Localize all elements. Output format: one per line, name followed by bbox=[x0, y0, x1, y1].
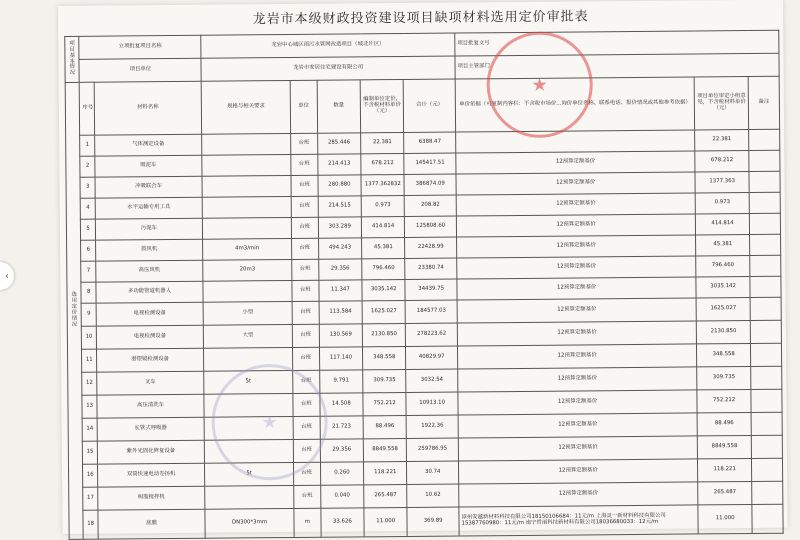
cell-remark bbox=[751, 412, 782, 435]
cell-remark bbox=[749, 192, 780, 213]
cell-approved: 752.212 bbox=[697, 389, 751, 412]
cell-remark bbox=[751, 458, 782, 481]
cell-spec bbox=[202, 154, 291, 176]
cell-no: 7 bbox=[81, 261, 96, 282]
project-unit-value: 龙岩市安居住宅建设有限公司 bbox=[201, 56, 455, 81]
cell-name: 树脂搅拌机 bbox=[98, 486, 206, 510]
cell-price: 88.496 bbox=[363, 415, 407, 438]
cell-approved: 678.212 bbox=[695, 150, 749, 171]
cell-note: 12预算定额基价 bbox=[457, 298, 697, 323]
cell-name: 叉车 bbox=[97, 371, 205, 395]
cell-total: 386874.09 bbox=[404, 174, 456, 195]
cell-remark bbox=[751, 389, 782, 412]
cell-qty: 11.347 bbox=[319, 280, 363, 301]
cell-name: 气体测定设备 bbox=[95, 134, 202, 156]
cell-unit: 台班 bbox=[292, 301, 319, 324]
cell-price: 796.460 bbox=[362, 258, 406, 279]
red-seal-icon: ★ bbox=[486, 31, 593, 138]
project-name-value: 龙岩中心城区雨污水管网改造项目（城北片区） bbox=[201, 33, 455, 58]
cell-unit: 台班 bbox=[293, 439, 320, 462]
cell-note: 12预算定额基价 bbox=[458, 390, 698, 415]
col-spec: 规格与相关要求 bbox=[201, 80, 290, 134]
cell-price: 2130.850 bbox=[362, 323, 406, 346]
cell-unit: 台班 bbox=[292, 324, 319, 347]
cell-approved: 309.735 bbox=[697, 366, 751, 389]
project-unit-label: 项目单位 bbox=[79, 58, 201, 82]
pricing-section-label: 选用定价情况 bbox=[65, 82, 83, 539]
cell-unit: 台班 bbox=[291, 133, 318, 154]
cell-price: 414.814 bbox=[361, 216, 405, 237]
col-approved: 项目单位审定小组意见，不含税材料单价（元） bbox=[694, 76, 748, 129]
cell-approved: 414.814 bbox=[696, 213, 750, 234]
cell-total: 184577.03 bbox=[405, 300, 457, 323]
cell-note: 漳州安越新材料科技有限公司18150106684：11元/m 上海灵一新材料科技有限公司15387760980：11元/m 南宁哲丽科技新材料有限公司18036680033：12元/m bbox=[459, 505, 699, 536]
faded-seal-icon: ★ bbox=[211, 364, 328, 481]
cell-remark bbox=[750, 297, 781, 320]
cell-price: 22.381 bbox=[361, 132, 405, 153]
cell-price: 11.000 bbox=[364, 507, 408, 536]
cell-name: 电视检测设备 bbox=[96, 302, 204, 326]
cell-total: 3032.54 bbox=[406, 369, 458, 392]
cell-remark bbox=[749, 171, 780, 192]
cell-no: 2 bbox=[80, 156, 95, 177]
cell-unit: 台班 bbox=[291, 238, 318, 259]
cell-total: 22428.99 bbox=[405, 237, 457, 258]
cell-unit: 台班 bbox=[293, 393, 320, 416]
cell-note: 12预算定额基价 bbox=[459, 482, 699, 507]
cell-spec bbox=[202, 175, 291, 197]
cell-price: 265.487 bbox=[364, 484, 408, 507]
col-no: 序号 bbox=[80, 82, 95, 135]
cell-qty: 117.140 bbox=[319, 347, 363, 370]
cell-spec: 5t bbox=[205, 462, 294, 486]
cell-no: 12 bbox=[82, 372, 97, 395]
project-info-label: 项目基本情况 bbox=[65, 36, 80, 82]
cell-note: 12预算定额基价 bbox=[456, 172, 696, 195]
cell-name: 高压风机 bbox=[96, 260, 203, 282]
cell-price: 0.973 bbox=[361, 195, 405, 216]
cell-approved: 8849.558 bbox=[698, 435, 752, 458]
cell-total: 278223.62 bbox=[406, 323, 458, 346]
cell-total: 6388.47 bbox=[404, 132, 456, 153]
cell-note: 12预算定额基价 bbox=[458, 436, 698, 461]
table-row bbox=[69, 504, 783, 539]
cell-name: 鼓风机 bbox=[95, 239, 202, 261]
cell-approved: 88.496 bbox=[697, 412, 751, 435]
cell-total: 10.62 bbox=[407, 484, 459, 507]
cell-qty: 9.791 bbox=[319, 370, 363, 393]
cell-approved: 1377.363 bbox=[695, 171, 749, 192]
cell-no: 13 bbox=[82, 395, 97, 418]
cell-qty: 0.260 bbox=[320, 462, 364, 485]
cell-total: 259786.95 bbox=[407, 438, 459, 461]
cell-remark bbox=[750, 276, 781, 297]
col-qty: 数量 bbox=[317, 80, 361, 133]
cell-remark bbox=[750, 255, 781, 276]
cell-remark bbox=[750, 320, 781, 343]
cell-name: 高压清洗车 bbox=[97, 394, 205, 418]
cell-total: 208.82 bbox=[405, 195, 457, 216]
cell-unit: 台班 bbox=[291, 154, 318, 175]
cell-unit: 台班 bbox=[293, 462, 320, 485]
cell-name: 污泥车 bbox=[95, 218, 202, 240]
cell-price: 1625.027 bbox=[362, 300, 406, 323]
cell-name: 多功能管道机器人 bbox=[96, 281, 203, 303]
cell-price: 45.381 bbox=[362, 237, 406, 258]
approval-no-label: 项目批复文号 bbox=[455, 30, 779, 56]
cell-qty: 214.413 bbox=[318, 154, 362, 175]
cell-approved: 796.460 bbox=[696, 255, 750, 276]
cell-qty: 0.040 bbox=[320, 485, 364, 508]
cell-note: 12预算定额基价 bbox=[457, 235, 697, 258]
cell-spec bbox=[203, 280, 292, 302]
cell-note: 12预算定额基价 bbox=[456, 151, 696, 174]
cell-note: 12预算定额基价 bbox=[458, 413, 698, 438]
cell-note: 12预算定额基价 bbox=[457, 277, 697, 300]
cell-total: 145417.51 bbox=[404, 153, 456, 174]
cell-no: 5 bbox=[81, 219, 96, 240]
cell-unit: 台班 bbox=[292, 259, 319, 280]
approval-table bbox=[64, 30, 783, 540]
cell-no: 11 bbox=[82, 349, 97, 372]
cell-remark bbox=[749, 213, 780, 234]
cell-price: 309.735 bbox=[363, 369, 407, 392]
cell-unit: 台班 bbox=[291, 196, 318, 217]
cell-no: 9 bbox=[82, 303, 97, 326]
cell-unit: m bbox=[294, 508, 321, 537]
cell-approved: 348.558 bbox=[697, 343, 751, 366]
cell-price: 3035.142 bbox=[362, 279, 406, 300]
col-unit: 单位 bbox=[290, 80, 317, 133]
cell-no: 10 bbox=[82, 326, 97, 349]
cell-spec bbox=[202, 196, 291, 218]
cell-unit: 台班 bbox=[293, 370, 320, 393]
cell-name: 冲吸联合车 bbox=[95, 176, 202, 198]
cell-remark bbox=[751, 366, 782, 389]
cell-qty: 33.626 bbox=[321, 508, 365, 537]
cell-qty: 280.880 bbox=[318, 175, 362, 196]
cell-note: 12预算定额基价 bbox=[457, 256, 697, 279]
cell-unit: 台班 bbox=[291, 217, 318, 238]
cell-spec bbox=[205, 485, 294, 509]
cell-total: 40829.97 bbox=[406, 346, 458, 369]
cell-spec: 4m3/min bbox=[203, 238, 292, 260]
cell-no: 1 bbox=[80, 135, 95, 156]
cell-qty: 494.243 bbox=[318, 238, 362, 259]
cell-price: 118.221 bbox=[364, 461, 408, 484]
cell-qty: 29.356 bbox=[318, 259, 362, 280]
cell-note: 12预算定额基价 bbox=[456, 214, 696, 237]
cell-no: 14 bbox=[83, 418, 98, 441]
cell-no: 3 bbox=[80, 177, 95, 198]
cell-qty: 214.515 bbox=[318, 196, 362, 217]
cell-note: 12预算定额基价 bbox=[457, 321, 697, 346]
cell-remark bbox=[751, 435, 782, 458]
cell-remark bbox=[749, 234, 780, 255]
col-name: 材料名称 bbox=[94, 81, 202, 135]
cell-spec: 小型 bbox=[203, 301, 292, 325]
cell-total: 10913.10 bbox=[406, 392, 458, 415]
cell-name: 吸泥车 bbox=[95, 155, 202, 177]
cell-qty: 285.446 bbox=[317, 133, 361, 154]
cell-unit: 台班 bbox=[294, 485, 321, 508]
cell-name: 电视检测设备 bbox=[96, 325, 204, 349]
cell-approved: 1625.027 bbox=[696, 297, 750, 320]
cell-total: 1922.36 bbox=[406, 415, 458, 438]
cell-qty: 21.723 bbox=[320, 416, 364, 439]
cell-total: 34439.75 bbox=[405, 279, 457, 300]
cell-qty: 113.584 bbox=[319, 301, 363, 324]
cell-approved: 118.221 bbox=[698, 458, 752, 481]
cell-remark bbox=[752, 481, 783, 504]
cell-approved: 2130.850 bbox=[697, 320, 751, 343]
cell-note: 12预算定额基价 bbox=[456, 193, 696, 216]
cell-note bbox=[456, 130, 696, 153]
cell-price: 8849.558 bbox=[363, 438, 407, 461]
cell-spec bbox=[202, 133, 291, 155]
document-title: 龙岩市本级财政投资建设项目缺项材料选用定价审批表 bbox=[252, 9, 589, 28]
project-name-label: 立项批复项目名称 bbox=[79, 35, 201, 59]
cell-unit: 台班 bbox=[292, 280, 319, 301]
cell-name: 紫外光固化修复设备 bbox=[97, 440, 205, 464]
col-price: 编制单位定价，不含税材料单价（元） bbox=[360, 79, 404, 132]
cell-no: 18 bbox=[83, 510, 98, 539]
cell-name: 潜望镜检测设备 bbox=[96, 348, 204, 372]
cell-remark bbox=[749, 150, 780, 171]
cell-price: 752.212 bbox=[363, 392, 407, 415]
cell-note: 12预算定额基价 bbox=[458, 367, 698, 392]
cell-total: 369.89 bbox=[407, 507, 459, 536]
cell-no: 17 bbox=[83, 487, 98, 510]
cell-remark bbox=[752, 504, 783, 533]
cell-remark bbox=[750, 343, 781, 366]
cell-qty: 14.508 bbox=[320, 393, 364, 416]
cell-approved: 0.973 bbox=[695, 192, 749, 213]
cell-no: 15 bbox=[83, 441, 98, 464]
cell-qty: 29.356 bbox=[320, 439, 364, 462]
cell-note: 12预算定额基价 bbox=[458, 459, 698, 484]
cell-note: 12预算定额基价 bbox=[457, 344, 697, 369]
cell-qty: 130.569 bbox=[319, 324, 363, 347]
col-remark: 备注 bbox=[748, 76, 779, 129]
prev-arrow-icon[interactable]: ‹ bbox=[0, 262, 14, 290]
cell-spec: 5t bbox=[204, 370, 293, 394]
cell-approved: 45.381 bbox=[696, 234, 750, 255]
cell-approved: 11.000 bbox=[698, 504, 752, 533]
cell-price: 348.558 bbox=[363, 346, 407, 369]
cell-remark bbox=[749, 129, 780, 150]
cell-qty: 303.289 bbox=[318, 217, 362, 238]
supervisor-label: 项目主管部门 bbox=[455, 53, 779, 79]
col-total: 合计（元） bbox=[404, 79, 456, 132]
cell-name: 双筒快速电动卷扬机 bbox=[97, 463, 205, 487]
cell-name: 水平运输专用工具 bbox=[95, 197, 202, 219]
cell-no: 6 bbox=[81, 240, 96, 261]
col-note: 单价依据（可复制内容栏：不含税市场价...询价单位名称、联系电话、报价情况或其他参考依据） bbox=[455, 77, 695, 132]
cell-total: 23380.74 bbox=[405, 258, 457, 279]
cell-price: 1377.362832 bbox=[361, 174, 405, 195]
cell-spec: 大型 bbox=[203, 324, 292, 348]
cell-unit: 台班 bbox=[292, 347, 319, 370]
cell-unit: 台班 bbox=[291, 175, 318, 196]
cell-spec: 20m3 bbox=[203, 259, 292, 281]
cell-approved: 265.487 bbox=[698, 481, 752, 504]
cell-spec bbox=[203, 217, 292, 239]
cell-name: 长管式呼吸器 bbox=[97, 417, 205, 441]
cell-approved: 22.381 bbox=[695, 129, 749, 150]
cell-total: 30.74 bbox=[407, 461, 459, 484]
cell-unit: 台班 bbox=[293, 416, 320, 439]
cell-no: 4 bbox=[81, 198, 96, 219]
cell-no: 8 bbox=[81, 282, 96, 303]
approval-form-document bbox=[58, 0, 788, 534]
cell-price: 678.212 bbox=[361, 153, 405, 174]
cell-no: 16 bbox=[83, 464, 98, 487]
cell-spec: DN300*3mm bbox=[205, 508, 294, 538]
cell-total: 125808.60 bbox=[405, 216, 457, 237]
cell-approved: 3035.142 bbox=[696, 276, 750, 297]
cell-name: 底膜 bbox=[98, 509, 206, 539]
